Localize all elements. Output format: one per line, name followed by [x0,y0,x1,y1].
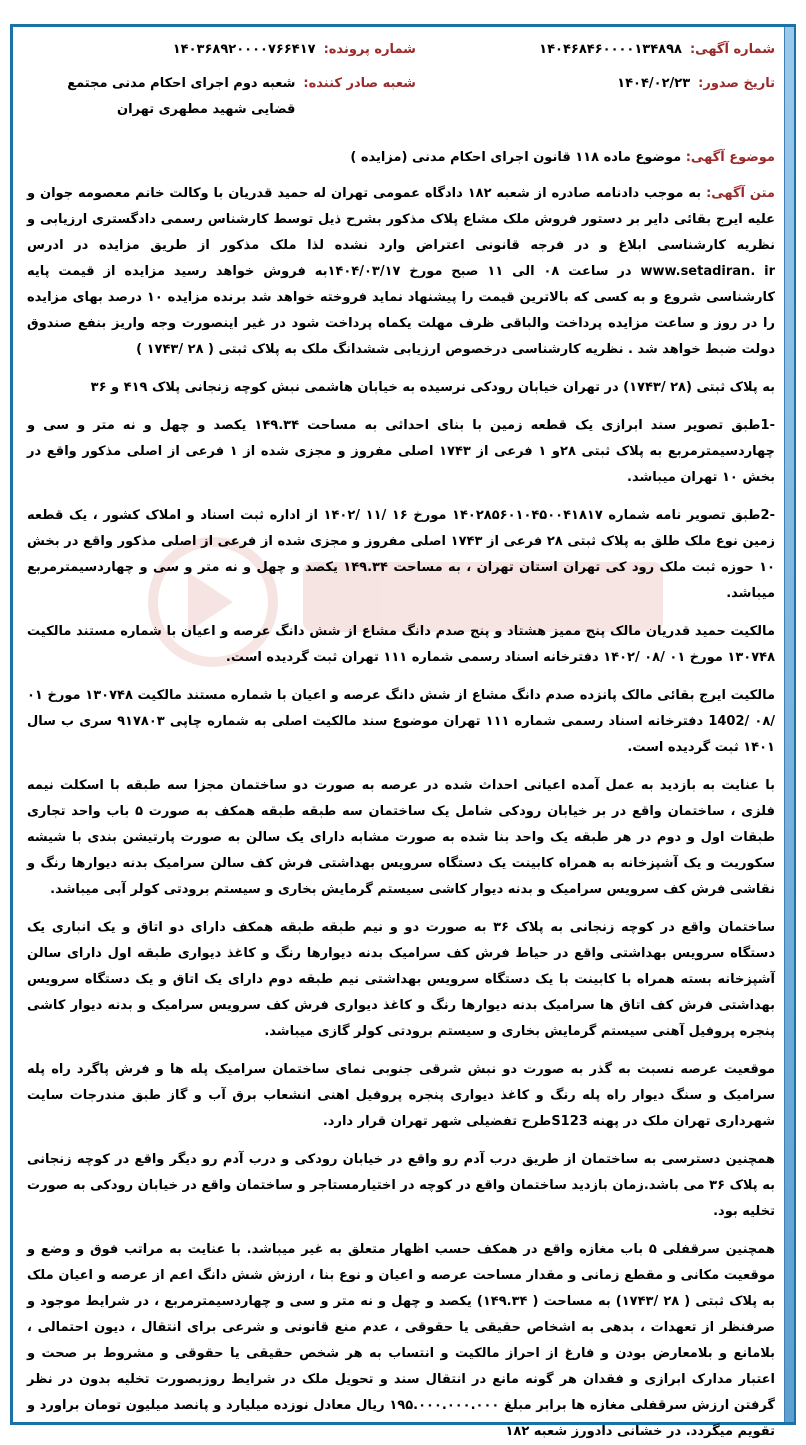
paragraph-ownership-2: مالکیت ایرج بقائی مالک پانزده صدم دانگ مشاع از شش دانگ عرصه و اعیان با شماره مستند مالکیت ۱۳۰۷۴۸ مورخ ۰۱ /۰۸ /1402 دفترخانه اسناد رسمی شماره ۱۱۱ تهران موضوع سند مالکیت اصلی به شماره چاپی ۹۱۷۸۰۳ سری ب سال ۱۴۰۱ ثبت گردیده است. [27,688,776,755]
issue-date-label: تاریخ صدور: [698,76,775,91]
body-intro-text: به موجب دادنامه صادره از شعبه ۱۸۲ دادگاه عمومی تهران له حمید قدریان با وکالت خانم معصومه جوان و علیه ایرج بقائی دایر بر دستور فروش ملک مشاع پلاک مذکور بشرح ذیل توسط کارشناس رسمی دادگستری ارزیابی و نظریه کارشناسی ابلاغ و در فرجه قانونی اعتراض وارد نشده لذا ملک مذکور از طریق مزایده در ادرس www.setadiran. ir در ساعت ۰۸ الی ۱۱ صبح مورخ ۱۴۰۴/۰۳/۱۷به فروش خواهد رسید مزایده از قیمت پایه کارشناسی شروع و به کسی که بالاترین قیمت را پیشنهاد نماید فروخته خواهد شد برنده مزایده ۱۰ درصد بهای مزایده را در روز و ساعت مزایده پرداخت والباقی ظرف مهلت یکماه پرداخت شود در غیر اینصورت وجه واریز بنفع صندوق دولت ضبط خواهد شد . نظریه کارشناسی درخصوص ارزیابی ششدانگ ملک به پلاک ثبتی ( ۲۸ /۱۷۴۳ ) [27,186,775,357]
subject-line [27,145,775,171]
paragraph-valuation: همچنین سرقفلی ۵ باب مغازه واقع در همکف حسب اظهار متعلق به غیر میباشد. با عنایت به مراتب فوق و وضع و موقعیت مکانی و مقطع زمانی و مقدار مساحت عرصه و اعیان و نوع بنا ، ارزش شش دانگ اعم از عرصه و اعیان ملک به پلاک ثبتی ( ۲۸ /۱۷۴۳) به مساحت ( ۱۴۹.۳۴) یکصد و چهل و نه متر و سی و چهاردسیمترمربع ، در شرایط موجود و صرفنظر از تعهدات ، بدهی به اشخاص حقیقی یا حقوقی ، عدم منع قانونی و شرعی برای انتقال ، دیون احتمالی ، بلامانع و بلامعارض بودن و فارغ از احراز مالکیت و انتساب به هر شخص حقیقی یا حقوقی و مشروط بر صحت و اعتبار مدارک ابرازی و فقدان هر گونه مانع در انتقال سند و تحویل ملک در شرایط روزبصورت تخلیه بدون در نظر گرفتن ارزش سرقفلی مغازه ها برابر مبلغ ۱۹۵.۰۰۰.۰۰۰.۰۰۰ ریال معادل نوزده میلیارد و پانصد میلیون تومان براورد و تقویم میگردد. در خشانی دادورز شعبه ۱۸۲ [27,1242,775,1439]
paragraph-access: همچنین دسترسی به ساختمان از طریق درب آدم رو واقع در خیابان رودکی و درب آدم رو دیگر واقع در کوچه زنجانی به پلاک ۳۶ می باشد.زمان بازدید ساختمان واقع در کوچه در اختیارمستاجر و ساختمان واقع در خیابان رودکی به صورت تخلیه بود. [27,1152,775,1219]
issuer-field [27,71,416,123]
paragraph-building-1: با عنایت به بازدید به عمل آمده اعیانی احداث شده در عرصه به صورت دو ساختمان مجزا سه طبقه با اسکلت نیمه فلزی ، ساختمان واقع در بر خیابان رودکی شامل یک ساختمان سه طبقه طبقه همکف به صورت ۵ باب واحد تجاری طبقات اول و دوم در هر طبقه یک واحد بنا شده به صورت مشابه دارای یک سالن به صورت پارتیشن بندی با شیشه سکوریت و یک آشپزخانه به همراه کابینت یک دستگاه سرویس بهداشتی فرش کف سالن سرامیک بدنه دیوارها رنگ و نقاشی فرش کف سرویس سرامیک و بدنه دیوار کاشی سیستم گرمایش بخاری و سیستم برودتی کولر آبی میباشد. [27,778,775,897]
paragraph-deed-1: -1طبق تصویر سند ابرازی یک قطعه زمین با بنای احداثی به مساحت ۱۴۹.۳۴ یکصد و چهل و نه متر و سی و چهاردسیمترمربع به پلاک ثبتی ۲۸و ۱ فرعی از ۱۷۴۳ اصلی مفروز و مجزی شده از ۱ فرعی از اصلی مذکور واقع در بخش ۱۰ تهران میباشد. [27,418,776,485]
issuer-label: شعبه صادر کننده: [303,76,416,91]
paragraph-ownership-1: مالکیت حمید قدریان مالک پنج ممیز هشتاد و پنج صدم دانگ مشاع از شش دانگ عرصه و اعیان با شماره مستند مالکیت ۱۳۰۷۴۸ مورخ ۰۱ /۰۸ /۱۴۰۲ دفترخانه اسناد رسمی شماره ۱۱۱ تهران ثبت گردیده است. [27,624,775,665]
case-number-field [27,37,416,63]
document-frame [10,24,796,1439]
case-number-value: ۱۴۰۳۶۸۹۲۰۰۰۰۷۶۶۴۱۷ [172,42,316,57]
announcement-page [27,37,776,1439]
paragraph-deed-2: -2طبق تصویر نامه شماره ۱۴۰۲۸۵۶۰۱۰۴۵۰۰۴۱۸۱۷ مورخ ۱۶ /۱۱ /۱۴۰۲ از اداره ثبت اسناد و املاک کشور ، یک قطعه زمین نوع ملک طلق به پلاک ثبتی ۲۸ فرعی از ۱۷۴۳ اصلی مفروز و مجزی شده از فرعی از اصلی مذکور واقع در بخش ۱۰ حوزه ثبت ملک رود کی تهران استان تهران ، به مساحت ۱۴۹.۳۴ یکصد و چهل و نه متر و سی و چهاردسیمترمربع میباشد. [27,508,775,601]
body-label: متن آگهی: [706,186,775,201]
ad-number-field [416,37,775,63]
announcement-body [27,181,775,1445]
issue-date-field [416,71,775,97]
case-number-label: شماره پرونده: [323,42,416,57]
body-intro [27,181,775,363]
paragraph-location: موقعیت عرصه نسبت به گذر به صورت دو نبش شرقی جنوبی نمای ساختمان سرامیک پله ها و فرش پاگرد راه پله سرامیک و سنگ دیوار راه پله رنگ و کاغذ دیواری پنجره پروفیل اهنی انشعاب برق آب و گاز طبق مندرجات سایت شهرداری تهران ملک در پهنه S123طرح تفضیلی شهر تهران قرار دارد. [27,1062,775,1129]
ad-number-value: ۱۴۰۴۶۸۴۶۰۰۰۰۱۳۴۸۹۸ [539,42,682,57]
subject-text: موضوع ماده ۱۱۸ قانون اجرای احکام مدنی (مزایده ) [350,150,682,165]
scrollbar[interactable] [784,27,794,1422]
header-row-2 [27,71,775,123]
header-row-1 [27,37,775,63]
paragraph-plate-address: به پلاک ثبتی (۲۸ /۱۷۴۳) در تهران خیابان رودکی نرسیده به خیابان هاشمی نبش کوچه زنجانی پلاک ۴۱۹ و ۳۶ [90,380,775,395]
subject-label: موضوع آگهی: [685,150,775,165]
ad-number-label: شماره آگهی: [689,42,775,57]
paragraph-building-2: ساختمان واقع در کوچه زنجانی به پلاک ۳۶ به صورت دو و نیم طبقه طبقه همکف دارای دو اتاق و یک انباری یک دستگاه سرویس بهداشتی واقع در حیاط فرش کف سرامیک بدنه دیوارها رنگ و کاغذ دیواری طبقه اول دارای سالن آشپزخانه بسته همراه با کابینت با یک دستگاه سرویس بهداشتی نیم طبقه دوم دارای یک اتاق و یک دستگاه سرویس بهداشتی فرش کف اتاق ها سرامیک بدنه دیوارها رنگ و کاغذ دیواری فرش کف سرویس سرامیک و بدنه دیوار کاشی پنجره پروفیل آهنی سیستم گرمایش بخاری و سیستم برودتی کولر گازی میباشد. [27,920,775,1039]
issue-date-value: ۱۴۰۴/۰۲/۲۳ [617,76,691,91]
issuer-value: شعبه دوم اجرای احکام مدنی مجتمع قضایی شهید مطهری تهران [67,76,296,117]
